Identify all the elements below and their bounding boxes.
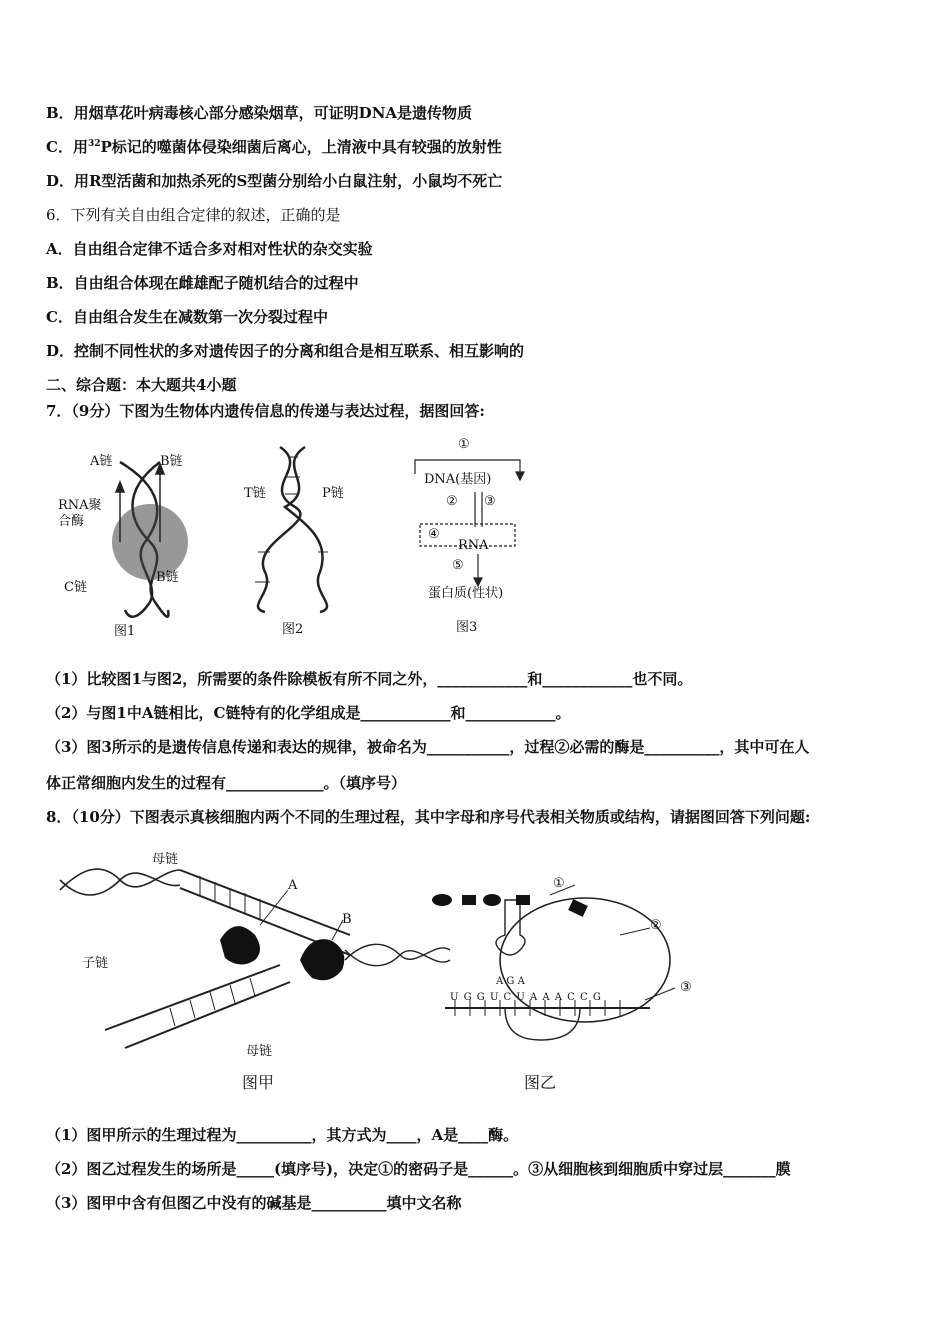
fig3-dna-gene-label: DNA(基因) bbox=[424, 472, 492, 487]
yi-label-2: ② bbox=[650, 918, 662, 933]
fig3-rna-label: RNA bbox=[458, 538, 489, 553]
fig3-circ1: ① bbox=[458, 437, 470, 452]
figure-8-diagrams bbox=[50, 840, 710, 1070]
q6-stem: 6．下列有关自由组合定律的叙述，正确的是 bbox=[46, 206, 341, 224]
q8-stem: 8．（10分）下图表示真核细胞内两个不同的生理过程，其中字母和序号代表相关物质或结构，请据图回答下列问题: bbox=[46, 808, 811, 826]
fig2-label: 图2 bbox=[282, 622, 304, 637]
fig3-circ4: ④ bbox=[428, 527, 440, 542]
q7-part-2: （2）与图1中A链相比，C链特有的化学组成是____________和____________。 bbox=[46, 704, 571, 722]
q6-option-d: D．控制不同性状的多对遗传因子的分离和组合是相互联系、相互影响的 bbox=[46, 342, 525, 360]
fig1-b-chain-bottom-label: B链 bbox=[156, 570, 179, 585]
fig-jia-label: 图甲 bbox=[242, 1073, 275, 1092]
fig1-a-chain-label: A链 bbox=[90, 454, 113, 469]
jia-helix-left bbox=[60, 869, 180, 895]
yi-mrna-sequence: U G G U C U A A A C C G bbox=[450, 992, 602, 1003]
q6-option-a: A．自由组合定律不适合多对相对性状的杂交实验 bbox=[46, 240, 373, 258]
q7-part-3b: 体正常细胞内发生的过程有_____________。（填序号） bbox=[46, 774, 407, 792]
jia-enzyme-b-label: B bbox=[342, 912, 352, 927]
q5-option-c bbox=[46, 136, 502, 157]
q5-option-c-pre: C．用 bbox=[46, 138, 88, 156]
fig1-label: 图1 bbox=[114, 624, 136, 639]
fig-yi-label: 图乙 bbox=[524, 1073, 557, 1092]
yi-label-1: ① bbox=[553, 876, 565, 891]
q5-option-d: D．用R型活菌和加热杀死的S型菌分别给小白鼠注射，小鼠均不死亡 bbox=[46, 172, 503, 190]
q8-part-2: （2）图乙过程发生的场所是_____(填序号)，决定①的密码子是______。③从细胞核到细胞质中穿过层_______膜 bbox=[46, 1160, 791, 1178]
fig2-helix bbox=[258, 447, 327, 612]
jia-daughter-strand-label: 子链 bbox=[82, 956, 109, 971]
fig3-circ2: ② bbox=[446, 494, 458, 509]
fig1-rna-pol-label-2: 合酶 bbox=[58, 514, 85, 529]
q5-option-c-sup: 32 bbox=[87, 139, 101, 149]
fig1-b-chain-top-label: B链 bbox=[160, 454, 183, 469]
q8-part-3: （3）图甲中含有但图乙中没有的碱基是__________填中文名称 bbox=[46, 1194, 462, 1212]
fig2-p-chain-label: P链 bbox=[322, 486, 344, 501]
q6-option-c: C．自由组合发生在减数第一次分裂过程中 bbox=[46, 308, 328, 326]
yi-anticodon: A G A bbox=[496, 976, 525, 987]
fig1-rna-pol-label-1: RNA聚 bbox=[58, 498, 102, 513]
jia-lower-strand bbox=[105, 965, 290, 1048]
q5-option-b: B．用烟草花叶病毒核心部分感染烟草，可证明DNA是遗传物质 bbox=[46, 104, 473, 122]
fig3-circ5: ⑤ bbox=[452, 558, 464, 573]
fig2-t-chain-label: T链 bbox=[244, 486, 266, 501]
trna-shape bbox=[496, 900, 525, 955]
q5-option-c-post: P标记的噬菌体侵染细菌后离心，上清液中具有较强的放射性 bbox=[100, 138, 502, 156]
q7-part-1: （1）比较图1与图2，所需要的条件除模板有所不同之外，____________和____________也不同。 bbox=[46, 670, 693, 688]
yi-label-3: ③ bbox=[680, 980, 692, 995]
fig1-c-chain-label: C链 bbox=[64, 580, 87, 595]
enzyme-b-shape bbox=[300, 939, 344, 980]
jia-mother-strand-bottom-label: 母链 bbox=[246, 1044, 273, 1059]
q7-stem: 7．（9分）下图为生物体内遗传信息的传递与表达过程，据图回答: bbox=[46, 402, 485, 420]
enzyme-a-shape bbox=[220, 926, 260, 964]
jia-enzyme-a-label: A bbox=[288, 878, 298, 893]
jia-mother-strand-top-label: 母链 bbox=[152, 852, 179, 867]
section-2-heading: 二、综合题：本大题共4小题 bbox=[46, 376, 237, 394]
fig3-label: 图3 bbox=[456, 620, 478, 635]
ribosome-outline bbox=[500, 898, 670, 1022]
jia-helix-right bbox=[345, 944, 450, 965]
ribosome-small-subunit bbox=[505, 1008, 580, 1040]
q6-option-b: B．自由组合体现在雌雄配子随机结合的过程中 bbox=[46, 274, 359, 292]
fig3-circ3: ③ bbox=[484, 494, 496, 509]
q8-part-1: （1）图甲所示的生理过程为__________，其方式为____，A是____酶。 bbox=[46, 1126, 519, 1144]
peptide-chain bbox=[432, 894, 588, 917]
fig2-rungs bbox=[255, 457, 328, 582]
q7-part-3a: （3）图3所示的是遗传信息传递和表达的规律，被命名为___________，过程②必需的酶是__________，其中可在人 bbox=[46, 738, 810, 756]
fig3-protein-label: 蛋白质(性状) bbox=[428, 586, 504, 601]
